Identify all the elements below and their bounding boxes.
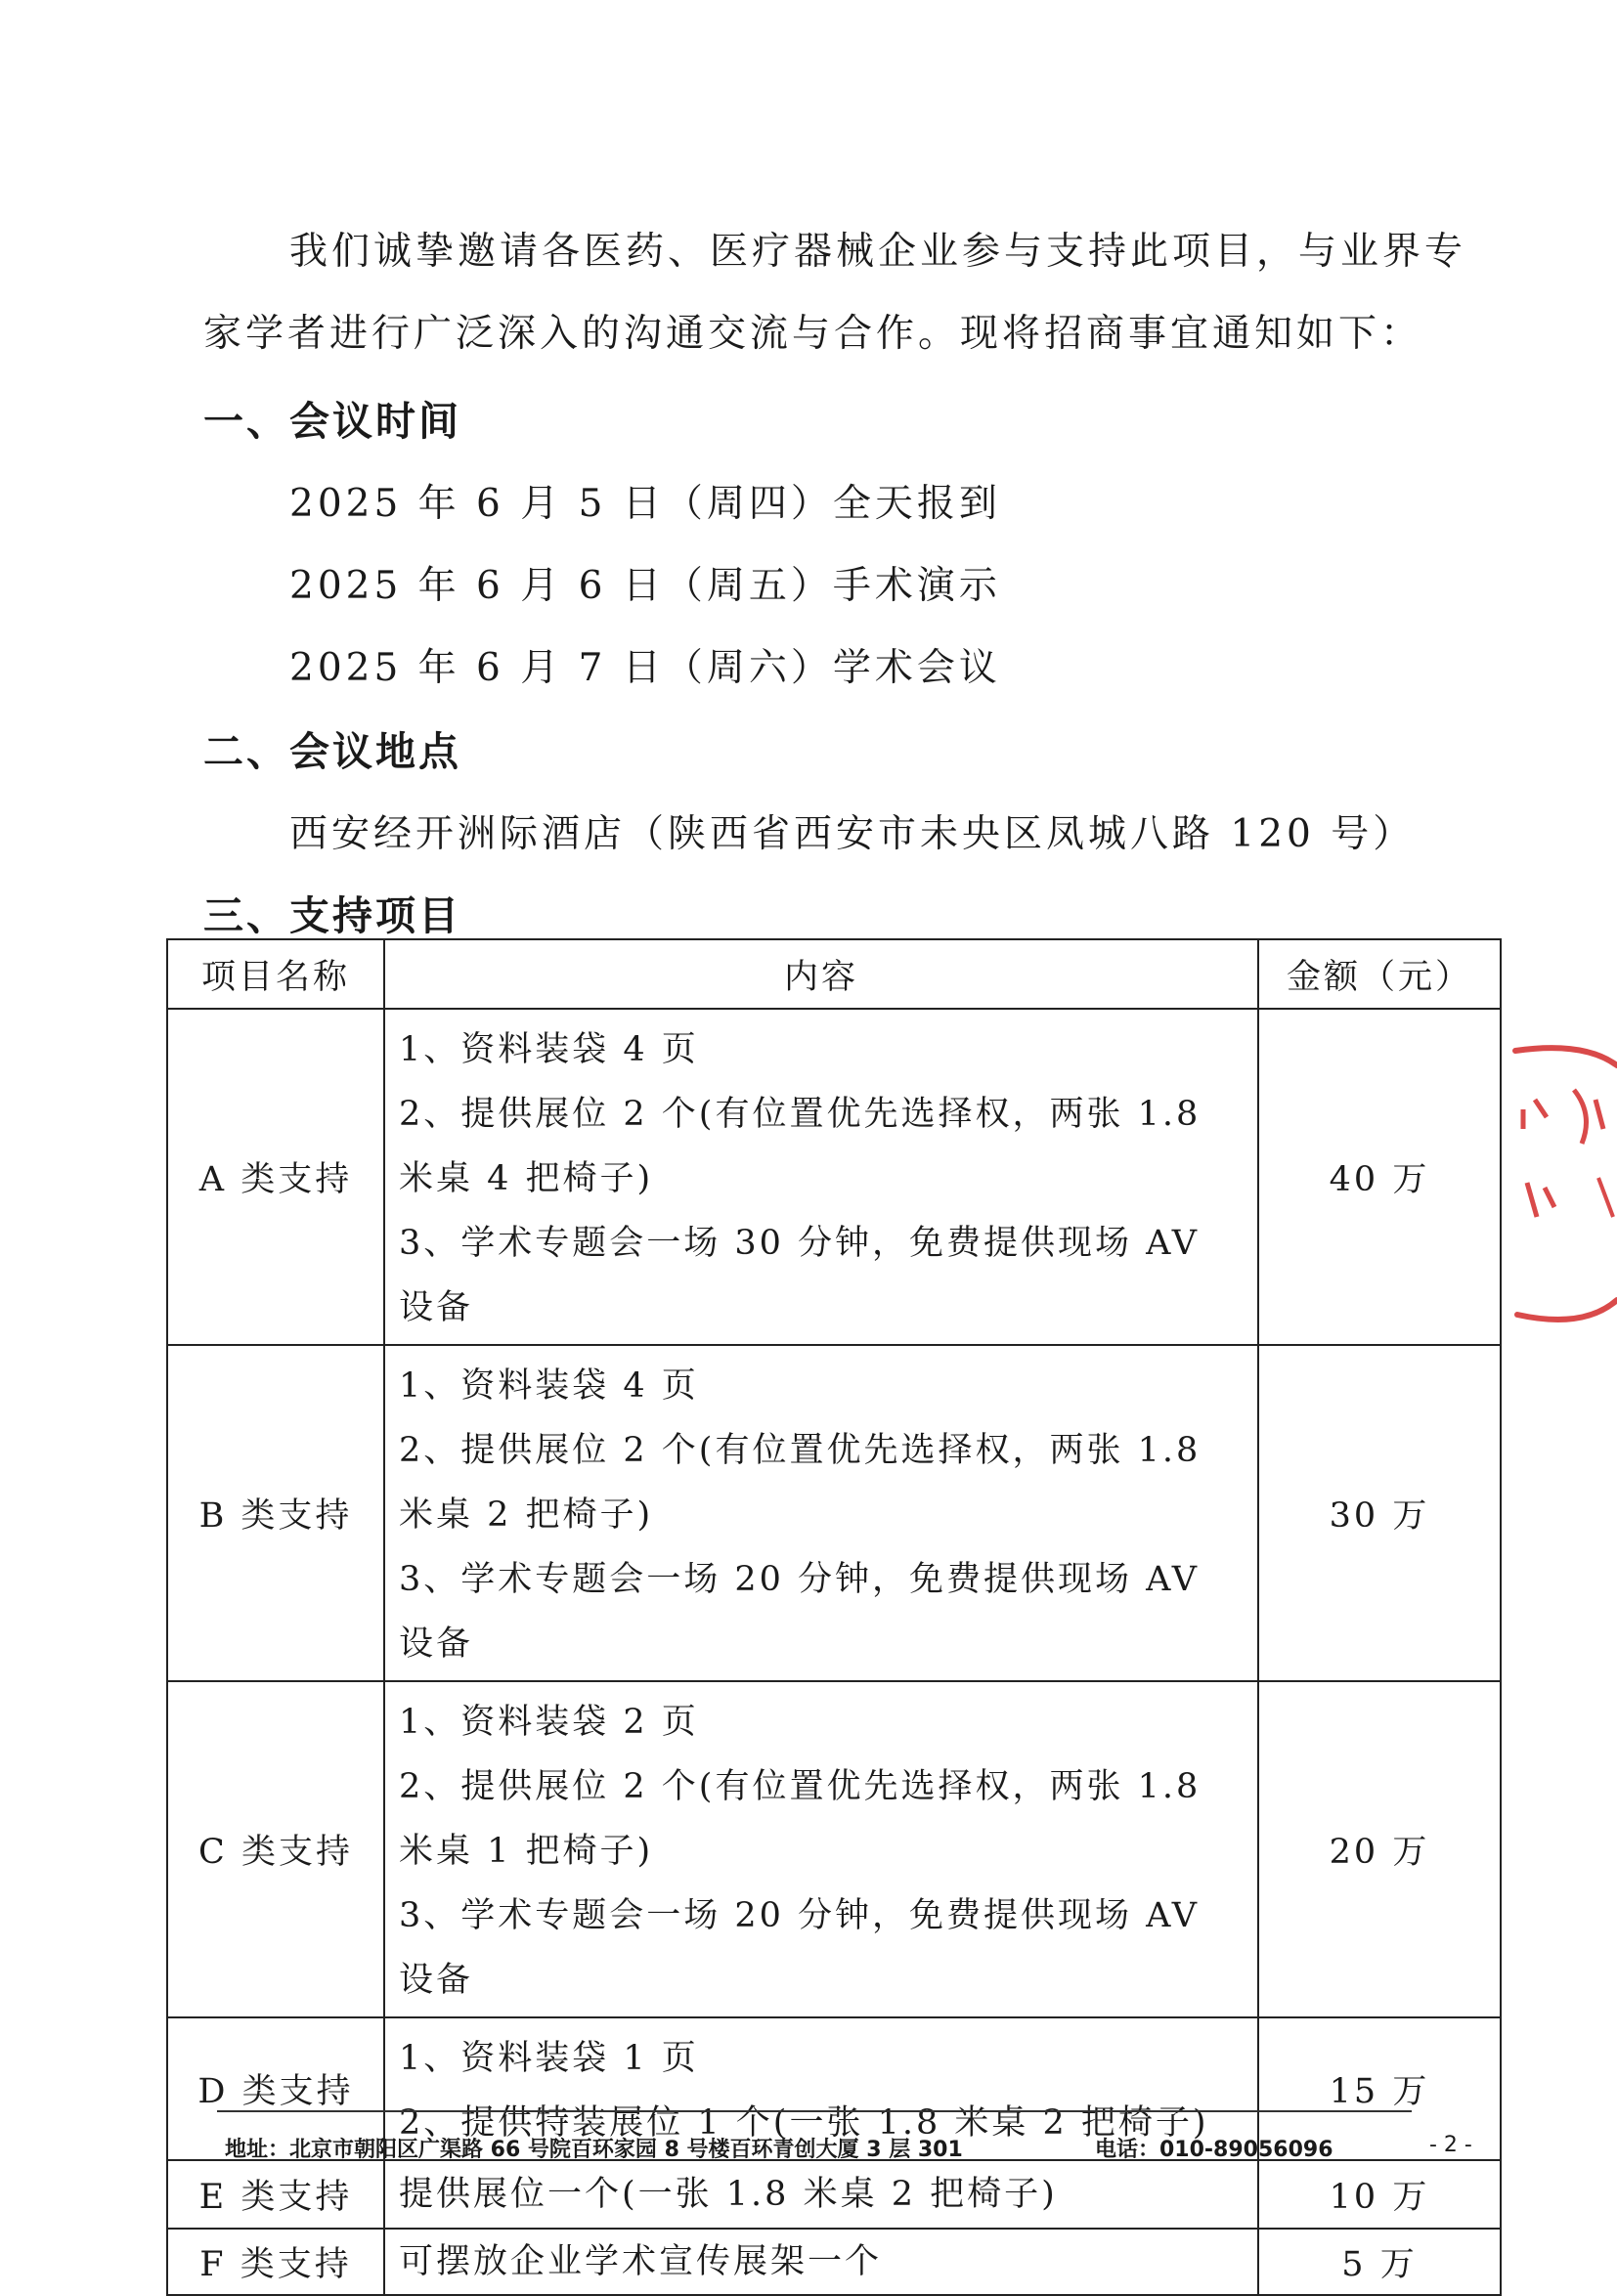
header-content: 内容 bbox=[384, 939, 1258, 1009]
table-row bbox=[167, 1681, 1501, 2017]
content-item: 可摆放企业学术宣传展架一个 bbox=[399, 2242, 883, 2281]
row-amount: 5 万 bbox=[1258, 2229, 1501, 2295]
row-name: B 类支持 bbox=[167, 1345, 384, 1681]
table-row bbox=[167, 2229, 1501, 2295]
heading-support: 三、支持项目 bbox=[203, 892, 461, 939]
red-seal-stamp-partial bbox=[1506, 1021, 1617, 1344]
venue-line: 西安经开洲际酒店（陕西省西安市未央区凤城八路 120 号） bbox=[289, 812, 1416, 856]
row-content bbox=[384, 1009, 1258, 1345]
schedule-line-3: 2025 年 6 月 7 日（周六）学术会议 bbox=[289, 646, 1001, 690]
heading-meeting-time: 一、会议时间 bbox=[203, 398, 461, 445]
content-item: 2、提供特装展位 1 个(一张 1.8 米桌 2 把椅子) bbox=[399, 2103, 1209, 2143]
header-item-name: 项目名称 bbox=[167, 939, 384, 1009]
row-name: C 类支持 bbox=[167, 1681, 384, 2017]
row-amount: 40 万 bbox=[1258, 1009, 1501, 1345]
content-item: 3、学术专题会一场 20 分钟，免费提供现场 AV 设备 bbox=[399, 1896, 1200, 2000]
table-row bbox=[167, 2160, 1501, 2229]
footer-phone: 电话：010-89056096 bbox=[1095, 2138, 1333, 2162]
content-item: 3、学术专题会一场 30 分钟，免费提供现场 AV 设备 bbox=[399, 1224, 1200, 1327]
table-row bbox=[167, 1345, 1501, 1681]
content-item: 1、资料装袋 4 页 bbox=[399, 1366, 699, 1406]
header-amount: 金额（元） bbox=[1258, 939, 1501, 1009]
support-table bbox=[166, 938, 1502, 2296]
row-amount: 30 万 bbox=[1258, 1345, 1501, 1681]
content-item: 1、资料装袋 1 页 bbox=[399, 2039, 699, 2078]
page-number: - 2 - bbox=[1429, 2133, 1472, 2157]
content-item: 1、资料装袋 4 页 bbox=[399, 1030, 699, 1069]
heading-venue: 二、会议地点 bbox=[203, 728, 461, 775]
schedule-line-2: 2025 年 6 月 6 日（周五）手术演示 bbox=[289, 564, 1001, 608]
content-item: 2、提供展位 2 个(有位置优先选择权，两张 1.8 米桌 2 把椅子) bbox=[399, 1431, 1202, 1535]
content-item: 提供展位一个(一张 1.8 米桌 2 把椅子) bbox=[399, 2175, 1058, 2214]
row-amount: 20 万 bbox=[1258, 1681, 1501, 2017]
footer-address: 地址：北京市朝阳区广渠路 66 号院百环家园 8 号楼百环青创大厦 3 层 301 bbox=[225, 2138, 963, 2162]
content-item: 2、提供展位 2 个(有位置优先选择权，两张 1.8 米桌 1 把椅子) bbox=[399, 1767, 1202, 1871]
row-amount: 10 万 bbox=[1258, 2160, 1501, 2229]
table-header-row bbox=[167, 939, 1501, 1009]
table-row bbox=[167, 1009, 1501, 1345]
content-item: 3、学术专题会一场 20 分钟，免费提供现场 AV 设备 bbox=[399, 1560, 1200, 1664]
row-content bbox=[384, 2229, 1258, 2295]
row-name: A 类支持 bbox=[167, 1009, 384, 1345]
row-content bbox=[384, 2160, 1258, 2229]
intro-paragraph: 我们诚挚邀请各医药、医疗器械企业参与支持此项目，与业界专家学者进行广泛深入的沟通交流与合作。现将招商事宜通知如下： bbox=[203, 230, 1467, 356]
row-content bbox=[384, 1681, 1258, 2017]
row-name: D 类支持 bbox=[167, 2017, 384, 2160]
row-content bbox=[384, 1345, 1258, 1681]
row-amount: 15 万 bbox=[1258, 2017, 1501, 2160]
row-name: E 类支持 bbox=[167, 2160, 384, 2229]
content-item: 1、资料装袋 2 页 bbox=[399, 1703, 699, 1742]
footer-divider bbox=[217, 2110, 1412, 2112]
row-name: F 类支持 bbox=[167, 2229, 384, 2295]
content-item: 2、提供展位 2 个(有位置优先选择权，两张 1.8 米桌 4 把椅子) bbox=[399, 1095, 1202, 1198]
schedule-line-1: 2025 年 6 月 5 日（周四）全天报到 bbox=[289, 482, 1001, 526]
